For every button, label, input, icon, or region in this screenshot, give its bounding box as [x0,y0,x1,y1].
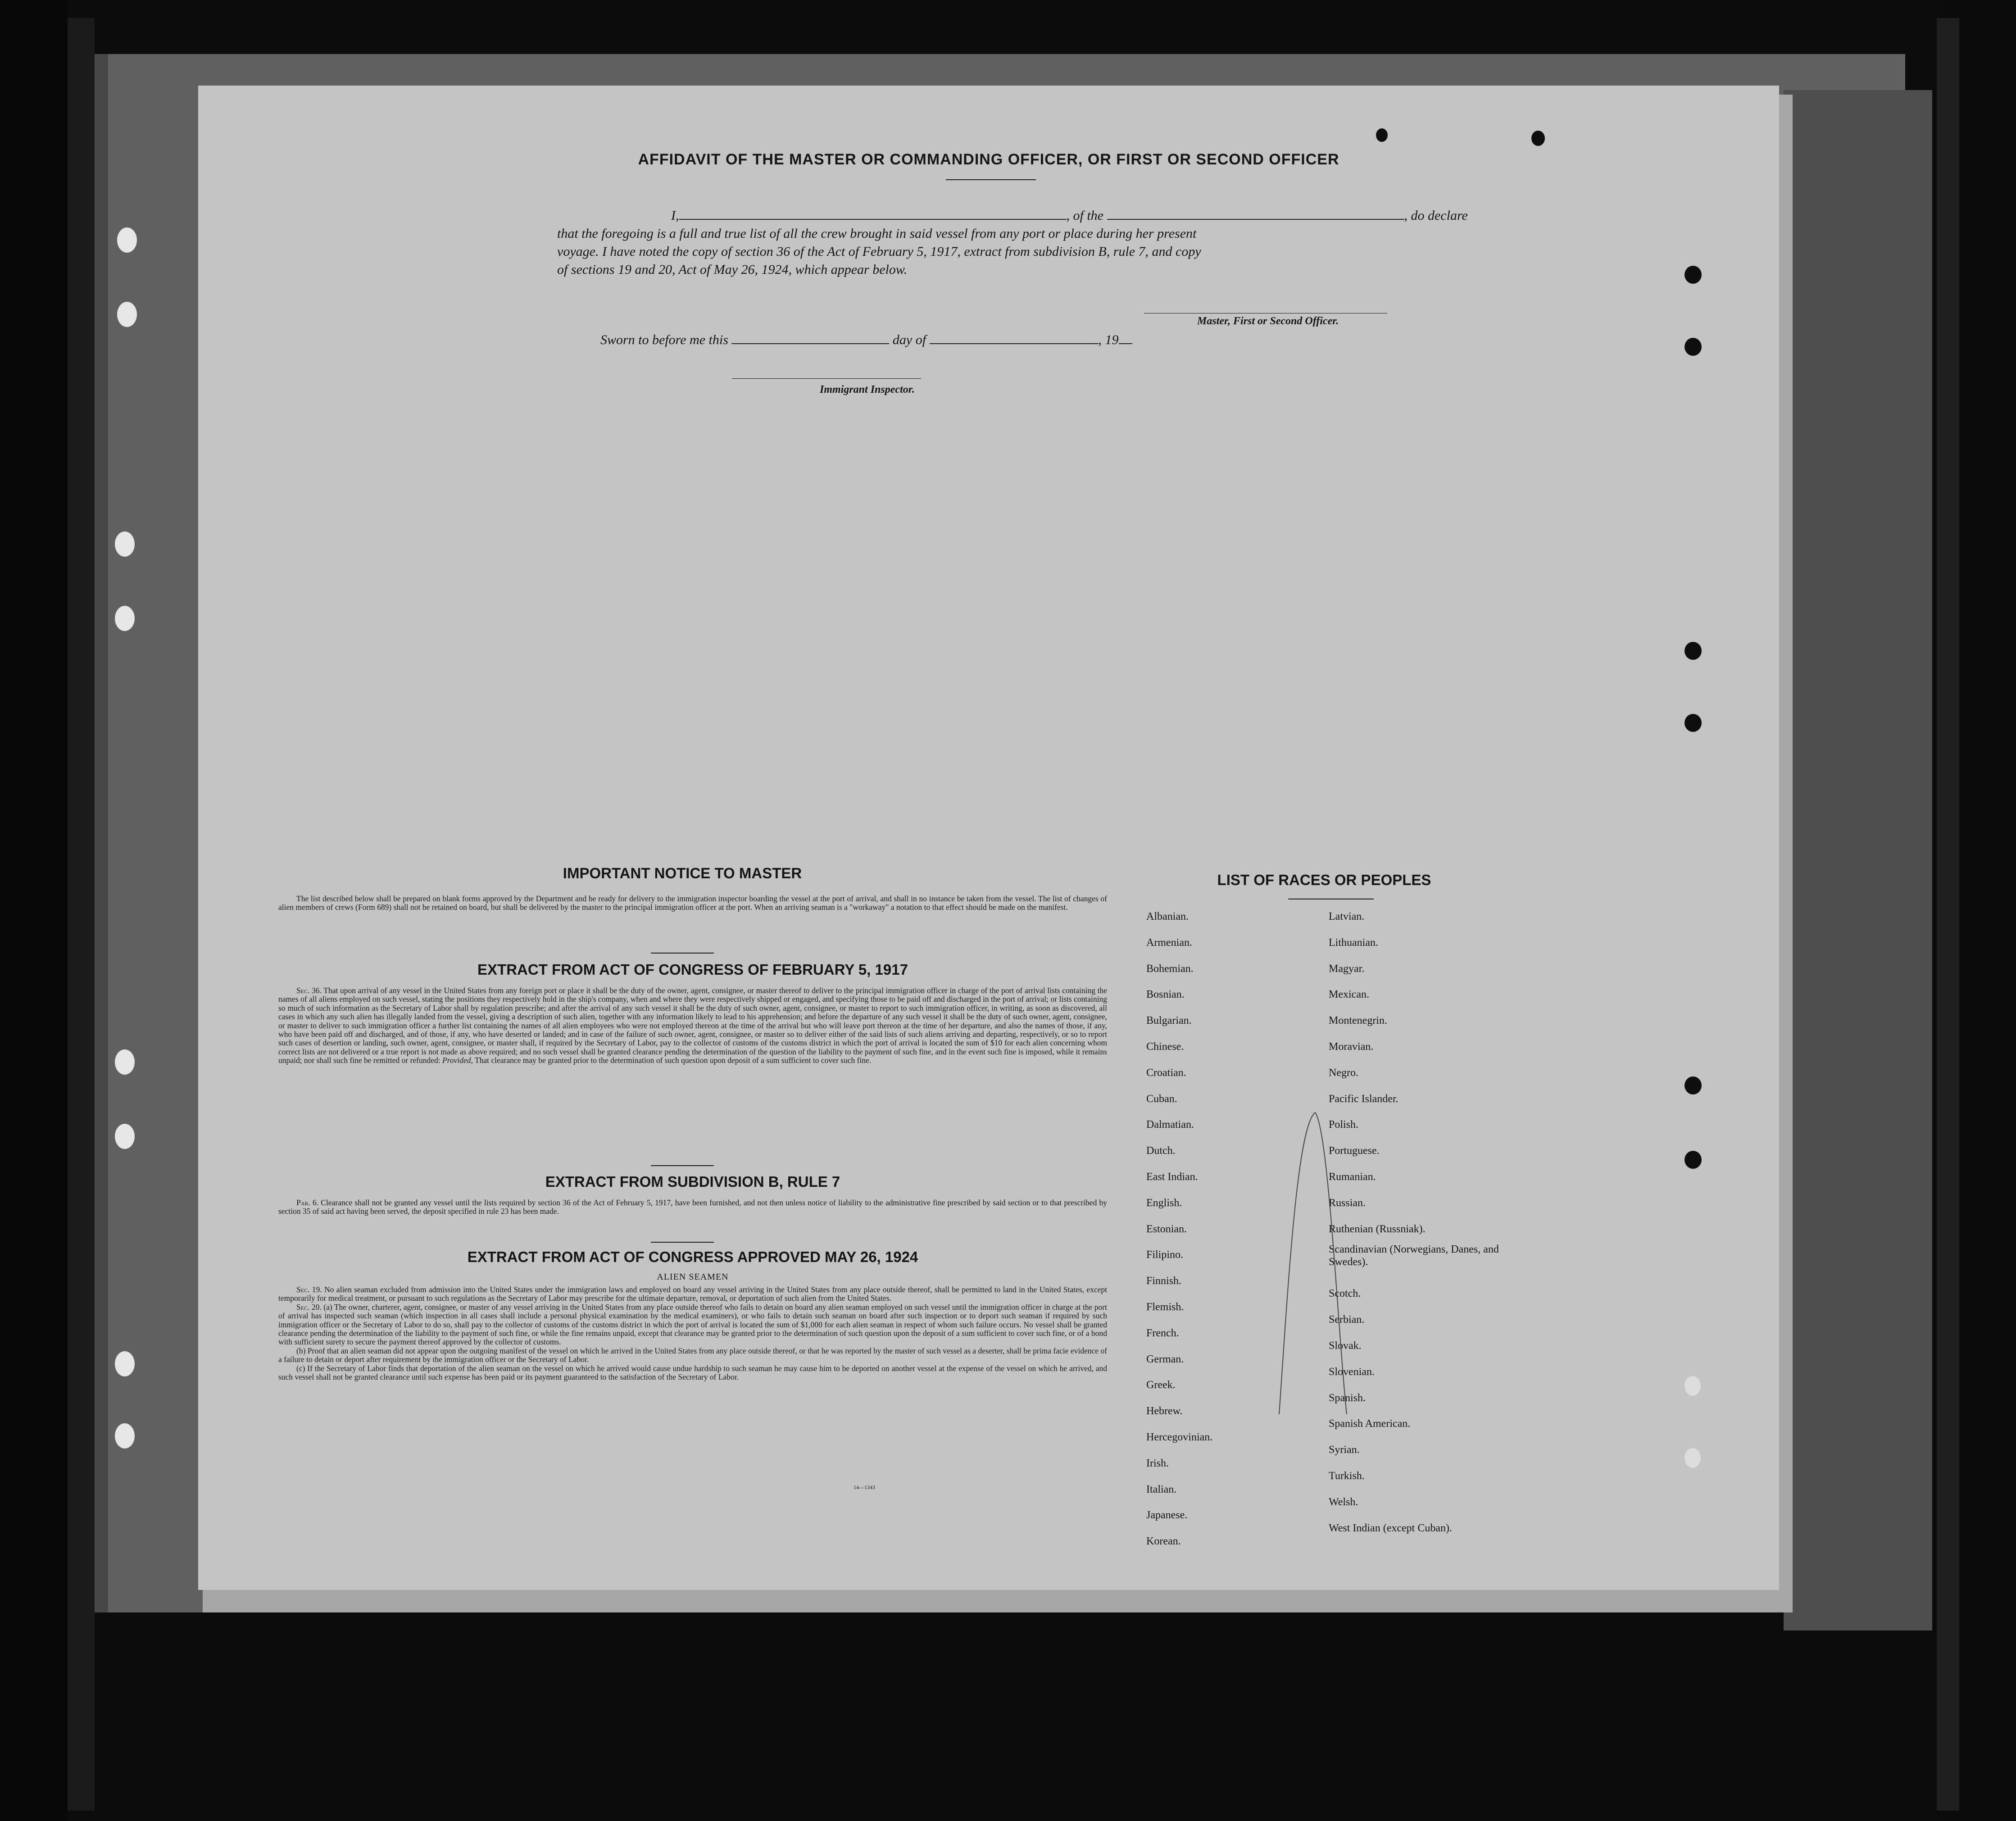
alien-seamen-subtitle: ALIEN SEAMEN [657,1272,729,1282]
punch-hole [1685,1376,1701,1396]
race-item: Syrian. [1329,1444,1360,1456]
mount-strip-right [1937,18,1959,1811]
sworn-day-blank[interactable] [731,343,889,344]
signature-label: Master, First or Second Officer. [1197,315,1339,327]
race-item: Japanese. [1146,1509,1188,1521]
sec20b-paragraph: (b) Proof that an alien seaman did not appear upon the outgoing manifest of the vessel on which he arrived in the United States from any place outside thereof, or that he was reported by the master of such vessel as a deserter, shall be prima facie evidence of a failure to detain or deport after requirement by the immigration officer or the Secretary of Labor. [278,1346,1107,1364]
par6-text: Clearance shall not be granted any vessel until the lists required by section 36 of the Act of February 5, 1917, have been furnished, and not then unless notice of liability to the administrative fine prescribed by said section or to that prescribed by section 35 of said act having been served, the deposit specified in rule 23 has been made. [278,1198,1108,1216]
race-item: Italian. [1146,1483,1177,1495]
race-item: Korean. [1146,1535,1181,1548]
race-item: Croatian. [1146,1067,1186,1079]
binder-hole [115,1423,135,1449]
binder-hole [115,1049,135,1075]
pencil-mark [1270,1103,1351,1419]
race-item: Hercegovinian. [1146,1431,1213,1443]
race-item: Moravian. [1329,1040,1374,1053]
punch-hole [1531,131,1545,146]
mount-strip-left [68,18,95,1811]
affidavit-line-4: of sections 19 and 20, Act of May 26, 1924, which appear below. [557,262,908,277]
race-item: Serbian. [1329,1314,1365,1326]
race-item: Bohemian. [1146,963,1194,975]
extract-rule7-title: EXTRACT FROM SUBDIVISION B, RULE 7 [545,1173,840,1190]
race-item: German. [1146,1353,1184,1365]
section-rule [651,953,714,954]
punch-hole [1685,1076,1702,1094]
race-item: Ruthenian (Russniak). [1329,1223,1426,1235]
inspector-signature-line[interactable] [732,378,921,379]
sec19-text: No alien seaman excluded from admission into the United States under the immigration laws and employed on board any vessel arriving in the United States from any place outside thereof, shall be permitted to land in the United States, except temporarily for medical treatment, or pursuant to such regulations as the Secretary of Labor may prescribe for the ultimate departure, removal, or deportation of such alien from the United States. [278,1285,1108,1303]
race-item: Filipino. [1146,1249,1184,1261]
affidavit-declare: , do declare [1404,208,1468,223]
race-item: Pacific Islander. [1329,1093,1398,1105]
notice-paragraph: The list described below shall be prepared on blank forms approved by the Department and be ready for delivery to the immigration inspector boarding the vessel at the port of arrival, and shall in no instance be taken from the vessel. The list of changes of alien members of crews (Form 689) shall not be retained on board, but shall be delivered by the master to the principal immigration officer at the port. When an arriving seaman is a "workaway" a notation to that effect should be made on the manifest. [278,894,1107,912]
sworn-day-of: day of [892,332,926,347]
sec36-paragraph [278,986,1107,1065]
punch-hole [1685,1151,1702,1169]
race-item: Albanian. [1146,911,1189,922]
sec36-text-a: That upon arrival of any vessel in the United States from any foreign port or place it shall be the duty of the owner, agent, consignee, or master thereof to deliver to the principal immigration officer in charge of the port of arrival lists containing the names of all aliens employed on such vessel, stating the positions they respectively hold in the ship's company, when and where they were respectively shipped or engaged, and specifying those to be paid off and discharged in the port of arrival; or lists containing so much of such information as the Secretary of Labor shall by regulation prescribe; and after the arrival of any such vessel it shall be the duty of such owner, agent, consignee, or master to report to such immigration officer, in writing, as soon as discovered, all cases in which any such alien has illegally landed from the vessel, giving a description of such alien, together with any information likely to lead to his apprehension; and before the departure of any such vessel it shall be the duty of such owner, agent, consignee, or master to deliver to such immigration officer a further list containing the names of all alien employees who were not employed thereon at the time of the arrival but who will leave port thereon at the time of her departure, and also the names of those, if any, who have been paid off and discharged, and of those, if any, who have deserted or landed; and in case of the failure of such owner, agent, consignee, or master so to deliver either of the said lists of such aliens arriving and departing, respectively, or so to report such cases of desertion or landing, such owner, agent, consignee, or master shall, if required by the Secretary of Labor, pay to the collector of customs of the customs district in which the port of arrival is located the sum of $10 for each alien concerning whom correct lists are not delivered or a true report is not made as above required; and no such vessel shall be granted clearance pending the determination of the question of the liability to the payment of such fine, and in the event such fine is imposed, while it remains unpaid; nor shall such fine be remitted or refunded: [278,986,1107,1065]
race-item: Magyar. [1329,963,1365,975]
race-item: Negro. [1329,1067,1358,1079]
punch-hole [1376,128,1388,142]
name-blank[interactable] [679,218,1067,220]
races-title: LIST OF RACES OR PEOPLES [1217,872,1431,888]
sec19-label: Sec. 19. [296,1285,322,1294]
race-item: Estonian. [1146,1223,1187,1235]
race-item: Dalmatian. [1146,1119,1194,1131]
extract-1917-text [278,986,1107,1065]
race-item: Slovak. [1329,1340,1362,1352]
sworn-year-blank[interactable] [1119,343,1132,344]
race-item: Irish. [1146,1457,1169,1469]
races-column-2 [1329,904,1509,1541]
race-item: Spanish American. [1329,1418,1411,1430]
punch-hole [1685,266,1702,284]
affidavit-line-2: that the foregoing is a full and true list of all the crew brought in said vessel from any port or place during her present [557,226,1197,241]
form-number: 14—1343 [854,1484,875,1490]
inspector-label: Immigrant Inspector. [820,384,915,395]
race-item: Spanish. [1329,1392,1366,1404]
section-rule [651,1242,714,1243]
race-item: Dutch. [1146,1145,1176,1157]
par6-label: Par. 6. [296,1198,319,1207]
vessel-blank[interactable] [1107,218,1404,220]
sec20a-paragraph [278,1303,1107,1347]
sec20-label: Sec. 20. [296,1302,322,1312]
binder-hole [115,1124,135,1149]
affidavit-declaration-line [671,208,1468,223]
binder-hole [117,302,137,327]
race-item: French. [1146,1327,1179,1339]
binder-hole [117,227,137,253]
race-item: Polish. [1329,1119,1359,1131]
race-item: Greek. [1146,1379,1176,1391]
affidavit-of-the: , of the [1066,208,1103,223]
race-item: Armenian. [1146,936,1192,949]
race-item: Lithuanian. [1329,936,1378,949]
extract-rule7-text [278,1199,1107,1216]
sworn-line [600,332,1132,348]
race-item: Latvian. [1329,911,1365,922]
form-sheet [198,86,1779,1590]
notice-title: IMPORTANT NOTICE TO MASTER [563,865,802,881]
proviso-label: Provided, [442,1056,473,1065]
race-item: East Indian. [1146,1171,1198,1183]
race-item: Bosnian. [1146,989,1185,1001]
race-item: Mexican. [1329,989,1369,1001]
race-item: Montenegrin. [1329,1015,1387,1027]
affidavit-title: AFFIDAVIT OF THE MASTER OR COMMANDING OFFICER, OR FIRST OR SECOND OFFICER [638,151,1339,168]
sec20c-paragraph: (c) If the Secretary of Labor finds that deportation of the alien seaman on the vessel on which he arrived would cause undue hardship to such seaman he may cause him to be deported on another vessel at the expense of the vessel on which he arrived, and such vessel shall not be granted clearance until such expense has been paid or its payment guaranteed to the satisfaction of the Secretary of Labor. [278,1363,1107,1382]
sworn-year-prefix: , 19 [1098,332,1119,347]
race-item: Scotch. [1329,1288,1361,1300]
extract-1917-title: EXTRACT FROM ACT OF CONGRESS OF FEBRUARY 5, 1917 [477,961,908,978]
sec19-paragraph [278,1285,1107,1303]
binder-hole [115,1351,135,1376]
extract-1924-title: EXTRACT FROM ACT OF CONGRESS APPROVED MAY 26, 1924 [467,1249,918,1265]
punch-hole [1685,714,1702,732]
binder-hole [115,606,135,631]
sec36-label: Sec. 36. [296,986,322,995]
extract-1924-text [278,1285,1107,1381]
section-rule [651,1165,714,1166]
sec20a-text: (a) The owner, charterer, agent, consignee, or master of any vessel arriving in the United States from any place outside thereof who fails to detain on board any alien seaman employed on such vessel until the immigration officer in charge at the port of arrival has inspected such seaman (which inspection in all cases shall include a personal physical examination by the medical examiners), or who fails to detain such seaman on board after such inspection or to deport such seaman if required by such immigration officer or the Secretary of Labor to do so, shall pay to the collector of customs of the customs district in which the port of arrival is located the sum of $1,000 for each alien seaman in respect of whom such failure occurs. No vessel shall be granted clearance pending the determination of the liability to the payment of such fine, or while the fine remains unpaid, except that clearance may be granted prior to the determination of such question upon the deposit of a sum sufficient to cover such fine, or of a bond with sufficient surety to secure the payment thereof approved by the collector of customs. [278,1302,1107,1347]
race-item: Chinese. [1146,1040,1184,1053]
race-item: Bulgarian. [1146,1015,1192,1027]
sworn-month-blank[interactable] [930,343,1099,344]
race-item: Scandinavian (Norwegians, Danes, and Swedes). [1329,1244,1499,1268]
race-item: Finnish. [1146,1275,1182,1287]
title-rule [946,179,1036,180]
affidavit-line-3: voyage. I have noted the copy of section 36 of the Act of February 5, 1917, extract from subdivision B, rule 7, and copy [557,244,1201,259]
punch-hole [1685,1448,1701,1468]
race-item: Flemish. [1146,1301,1184,1313]
race-item: Russian. [1329,1197,1366,1209]
race-item: Hebrew. [1146,1405,1183,1417]
underlying-page [1784,90,1932,1630]
sec36-text-b: That clearance may be granted prior to the determination of such question upon deposit of a sum sufficient to cover such fine. [474,1056,872,1065]
punch-hole [1685,642,1702,660]
race-item: Cuban. [1146,1093,1177,1105]
film-edge-left [0,0,68,1821]
race-item: Portuguese. [1329,1145,1380,1157]
race-item: English. [1146,1197,1182,1209]
par6-paragraph [278,1199,1107,1216]
affidavit-pronoun: I, [671,208,679,223]
race-item: Welsh. [1329,1496,1358,1508]
race-item: Turkish. [1329,1470,1365,1482]
sworn-text: Sworn to before me this [600,332,728,347]
notice-text [278,895,1107,912]
race-item: Rumanian. [1329,1171,1376,1183]
race-item: West Indian (except Cuban). [1329,1522,1452,1534]
binder-hole [115,531,135,557]
punch-hole [1685,338,1702,356]
race-item: Slovenian. [1329,1366,1375,1378]
